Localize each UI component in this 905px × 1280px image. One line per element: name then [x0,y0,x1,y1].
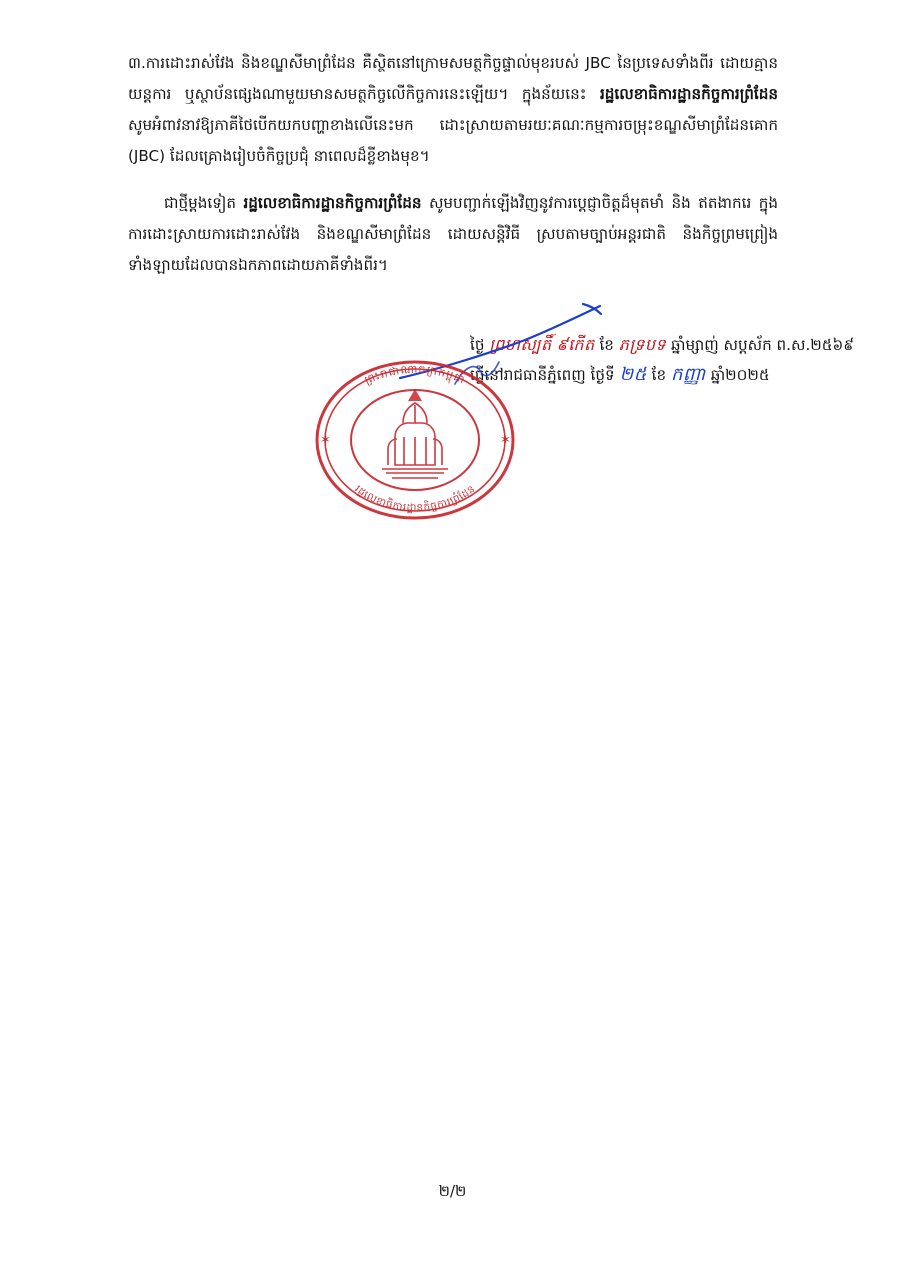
paragraph-1: ៣.ការដោះរាស់វែង និងខណ្ឌសីមាព្រំដែន គឺស្ថិតនៅក្រោមសមត្ថកិច្ចផ្ទាល់មុខរបស់ JBC នៃប្រទេសទាំងពីរ ដោយគ្មានយន្តការ ឬស្ថាប័នផ្សេងណាមួយមានសមត្ថកិច្ចលើកិច្ចការនេះឡើយ។ ក្នុងន័យនេះ រដ្ឋលេខាធិការដ្ឋានកិច្ចការព្រំដែន សូមអំពាវនាវឱ្យភាគីថៃបើកយកបញ្ហាខាងលើនេះមក ដោះស្រាយតាមរយៈគណៈកម្មការចម្រុះខណ្ឌសីមាព្រំដែនគោក (JBC) ដែលគ្រោងរៀបចំកិច្ចប្រជុំ នាពេលដ៏ខ្លីខាងមុខ។ [128,54,778,165]
handwritten-lunar-day: ៩កើត [556,335,595,354]
handwritten-month: កញ្ញា [670,364,706,385]
date-line-2 [470,360,890,390]
date-line-1-label-month: ខែ [599,336,614,354]
emphasis-text: រដ្ឋលេខាធិការដ្ឋានកិច្ចការព្រំដែន [599,85,778,103]
date-line-2-prefix: ធ្វើនៅរាជធានីភ្នំពេញ ថ្ងៃទី [470,366,615,384]
handwritten-lunar-month: ភទ្របទ [618,335,667,354]
stamp-top-text: ព្រះរាជាណាចក្រកម្ពុជា [362,362,468,387]
svg-text:ព្រះរាជាណាចក្រកម្ពុជា [363,363,468,387]
paragraph-2: ជាថ្មីម្ដងទៀត រដ្ឋលេខាធិការដ្ឋានកិច្ចការព្រំដែន សូមបញ្ជាក់ឡើងវិញនូវការប្ដេជ្ញាចិត្តដ៏មុតមាំ និង ឥតងាករេ ក្នុងការដោះស្រាយការដោះរាស់វែង និងខណ្ឌសីមាព្រំដែន ដោយសន្តិវិធី ស្របតាមច្បាប់អន្តរជាតិ និងកិច្ចព្រមព្រៀងទាំងឡាយដែលបានឯកភាពដោយភាគីទាំងពីរ។ [128,194,778,274]
svg-text:✶: ✶ [500,433,511,448]
svg-text:✶: ✶ [320,433,331,448]
date-block [470,330,890,390]
document-body [128,48,778,285]
stamp-bottom-text: រដ្ឋលេខាធិការដ្ឋានកិច្ចការព្រំដែន [352,482,478,515]
date-line-1-prefix: ថ្ងៃ [470,336,485,354]
page-number: ២/២ [438,1182,467,1200]
handwritten-weekday: ព្រហស្បតិ៍ [489,335,552,354]
date-line-2-suffix: ឆ្នាំ២០២៥ [710,366,770,384]
date-line-1 [470,330,890,360]
date-line-1-suffix: ឆ្នាំម្សាញ់ សប្ដស័ក ព.ស.២៥៦៩ [671,336,855,354]
date-line-2-label-month: ខែ [651,366,667,384]
svg-text:រដ្ឋលេខាធិការដ្ឋានកិច្ចការព្រំ [352,483,477,514]
handwritten-day: ២៥ [619,364,647,385]
emphasis-text: រដ្ឋលេខាធិការដ្ឋានកិច្ចការព្រំដែន [243,194,422,212]
